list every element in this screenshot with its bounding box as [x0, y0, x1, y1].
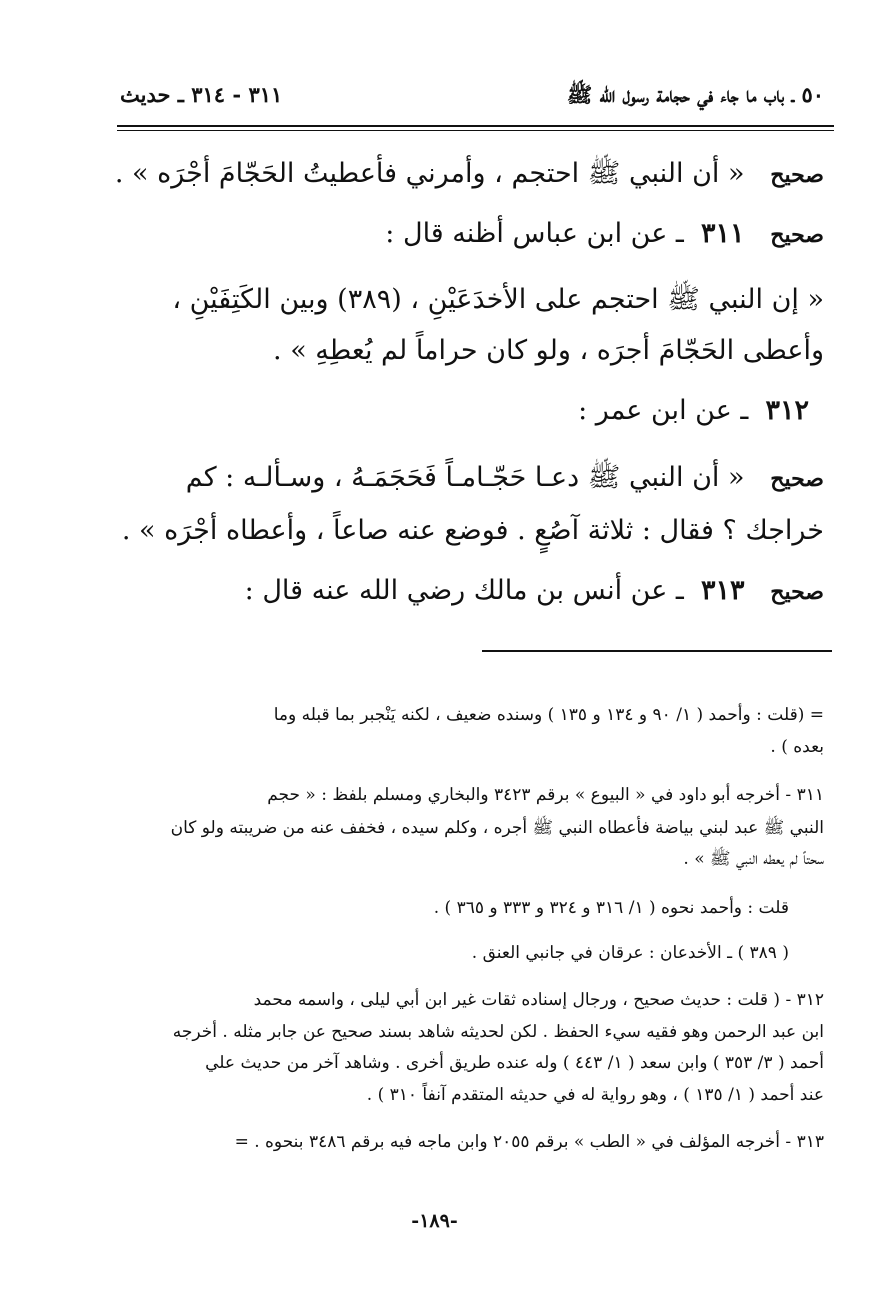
hadith-number: ٣١١: [701, 218, 745, 249]
hadith-text: ـ عن ابن عباس أظنه قال :: [385, 218, 684, 249]
grade-label: صحيح: [770, 466, 824, 492]
grade-label: صحيح: [770, 162, 824, 188]
hadith-312-intro: [578, 395, 809, 426]
footnote-389: ( ٣٨٩ ) ـ الأخدعان : عرقان في جانبي العنق .: [471, 943, 789, 963]
hadith-310-ending: [115, 156, 824, 196]
hadith-311-intro: [385, 218, 824, 249]
hadith-311-text-line-2: وأعطى الحَجّامَ أجرَه ، ولو كان حراماً لم يُعطِهِ » .: [273, 335, 824, 366]
hadith-range: ٣١١ - ٣١٤ ـ حديث: [120, 82, 283, 107]
grade-label: صحيح: [770, 222, 824, 248]
header-rule: [117, 125, 834, 127]
footnote-313: ٣١٣ - أخرجه المؤلف في « الطب » برقم ٢٠٥٥ وابن ماجه فيه برقم ٣٤٨٦ بنحوه . =: [234, 1132, 824, 1152]
footnote-continued-line-1: = (قلت : وأحمد ( ١/ ٩٠ و ١٣٤ و ١٣٥ ) وسنده ضعيف ، لكنه يَنْجبر بما قبله وما: [273, 705, 824, 725]
grade-label: صحيح: [770, 579, 824, 605]
hadith-text: « أن النبي ﷺ احتجم ، وأمرني فأعطيتُ الحَجّامَ أجْرَه » .: [114, 158, 745, 189]
footnote-311-note: قلت : وأحمد نحوه ( ١/ ٣١٦ و ٣٢٤ و ٣٣٣ و ٣٦٥ ) .: [433, 898, 789, 918]
footnote-312-line-4: عند أحمد ( ١/ ١٣٥ ) ، وهو رواية له في حديثه المتقدم آنفاً ٣١٠ ) .: [366, 1085, 824, 1105]
footnote-continued-line-2: بعده ) .: [770, 737, 824, 757]
hadith-311-text-line-1: « إن النبي ﷺ احتجم على الأخدَعَيْنِ ، (٣٨٩) وبين الكَتِفَيْنِ ،: [172, 284, 824, 315]
hadith-number: ٣١٢: [765, 395, 809, 426]
chapter-heading: ٥٠ ـ باب ما جاء في حجامة رسول الله ﷺ: [566, 82, 824, 107]
footnote-311-line-1: ٣١١ - أخرجه أبو داود في « البيوع » برقم ٣٤٢٣ والبخاري ومسلم بلفظ : « حجم: [267, 785, 824, 805]
footnote-312-line-3: أحمد ( ٣/ ٣٥٣ ) وابن سعد ( ١/ ٤٤٣ ) وله عنده طريق أخرى . وشاهد آخر من حديث علي: [205, 1053, 824, 1073]
header-rule-thin: [117, 130, 834, 131]
hadith-313-intro: [245, 575, 824, 606]
footnote-312-line-1: ٣١٢ - ( قلت : حديث صحيح ، ورجال إسناده ثقات غير ابن أبي ليلى ، واسمه محمد: [253, 990, 824, 1010]
hadith-text: ـ عن ابن عمر :: [578, 395, 749, 426]
footnote-312-line-2: ابن عبد الرحمن وهو فقيه سيء الحفظ . لكن لحديثه شاهد بسند صحيح عن جابر مثله . أخرجه: [172, 1022, 824, 1042]
footnote-311-line-3: سحتاً لم يعطه النبي ﷺ » .: [683, 849, 824, 869]
hadith-312-text-line-2: خراجك ؟ فقال : ثلاثة آصُعٍ . فوضع عنه صاعاً ، وأعطاه أجْرَه » .: [121, 515, 824, 546]
hadith-number: ٣١٣: [701, 575, 745, 606]
hadith-text: ـ عن أنس بن مالك رضي الله عنه قال :: [244, 575, 684, 606]
hadith-312-text-line-1: [186, 460, 824, 500]
page-number: -١٨٩-: [411, 1210, 458, 1232]
footnote-separator: [482, 650, 832, 652]
hadith-text: « أن النبي ﷺ دعـا حَجّـامـاً فَحَجَمَـهُ ، وسـألـه : كم: [185, 462, 745, 493]
footnote-311-line-2: النبي ﷺ عبد لبني بياضة فأعطاه النبي ﷺ أجره ، وكلم سيده ، فخفف عنه من ضريبته ولو كان: [170, 818, 824, 838]
